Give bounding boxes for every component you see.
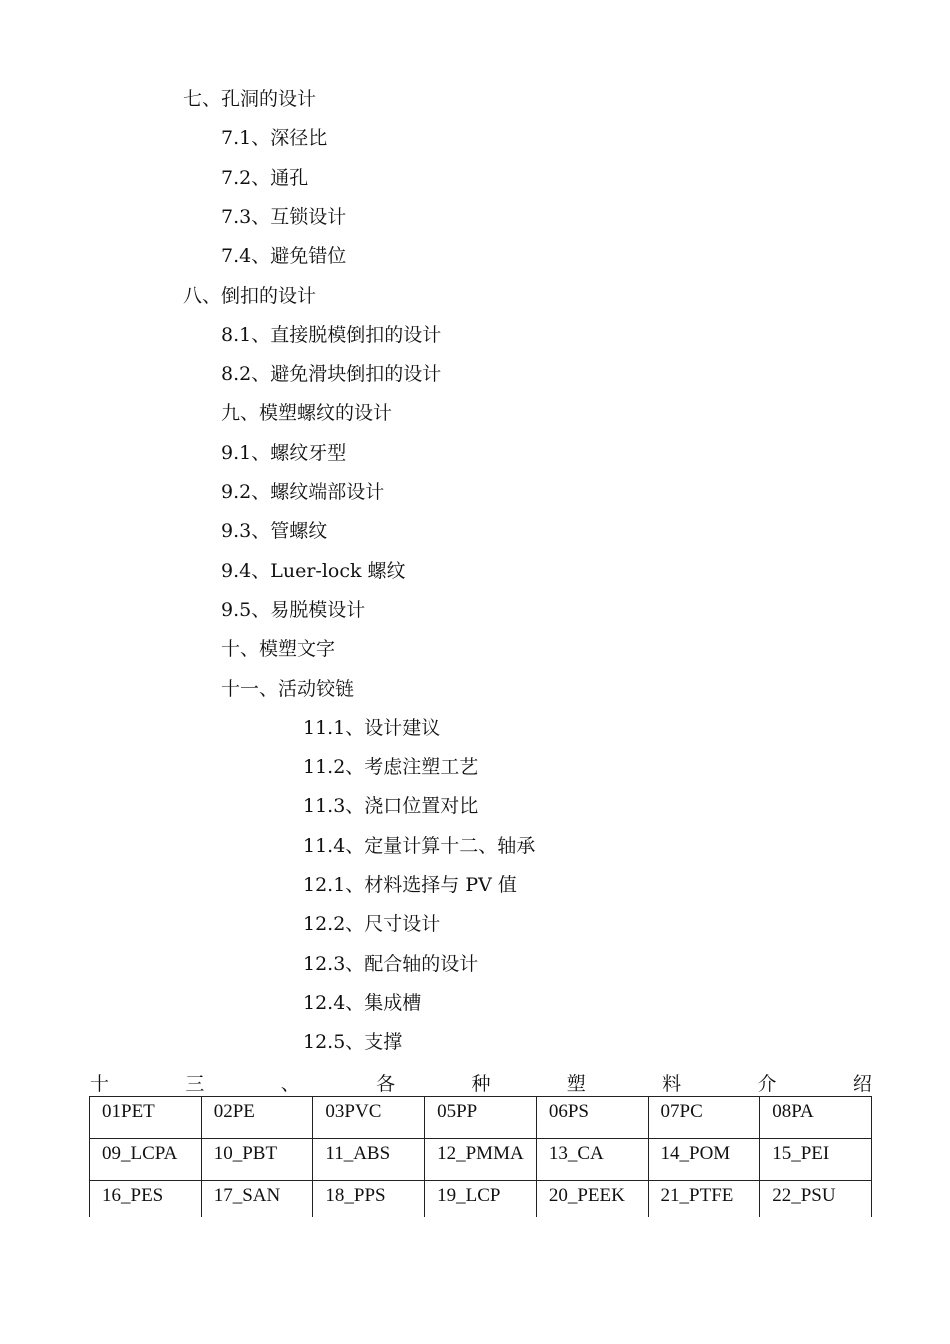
table-cell: 22_PSU <box>760 1181 872 1217</box>
toc-item-11-4: 11.4、定量计算十二、轴承 <box>303 835 536 857</box>
toc-section-11: 十一、活动铰链 <box>221 678 355 700</box>
heading-char: 、 <box>280 1073 300 1095</box>
table-cell: 01PET <box>90 1097 202 1139</box>
table-cell: 10_PBT <box>201 1139 313 1181</box>
table-cell: 13_CA <box>536 1139 648 1181</box>
table-cell: 08PA <box>760 1097 872 1139</box>
heading-char: 介 <box>757 1073 777 1095</box>
table-cell: 14_POM <box>648 1139 760 1181</box>
table-row <box>90 1181 872 1217</box>
toc-section-10: 十、模塑文字 <box>221 638 336 660</box>
table-cell: 03PVC <box>313 1097 425 1139</box>
heading-char: 各 <box>376 1073 396 1095</box>
heading-char: 种 <box>471 1073 491 1095</box>
table-cell: 21_PTFE <box>648 1181 760 1217</box>
toc-item-12-3: 12.3、配合轴的设计 <box>303 953 479 975</box>
table-cell: 07PC <box>648 1097 760 1139</box>
table-row <box>90 1097 872 1139</box>
toc-item-8-2: 8.2、避免滑块倒扣的设计 <box>221 363 442 385</box>
toc-item-8-1: 8.1、直接脱模倒扣的设计 <box>221 324 442 346</box>
table-cell: 19_LCP <box>425 1181 537 1217</box>
toc-section-8: 八、倒扣的设计 <box>183 285 317 307</box>
toc-item-9-2: 9.2、螺纹端部设计 <box>221 481 385 503</box>
table-cell: 17_SAN <box>201 1181 313 1217</box>
toc-item-11-2: 11.2、考虑注塑工艺 <box>303 756 479 778</box>
table-cell: 15_PEI <box>760 1139 872 1181</box>
table-cell: 11_ABS <box>313 1139 425 1181</box>
toc-item-12-5: 12.5、支撑 <box>303 1031 403 1053</box>
toc-item-9-3: 9.3、管螺纹 <box>221 520 328 542</box>
table-cell: 18_PPS <box>313 1181 425 1217</box>
materials-table <box>89 1096 872 1217</box>
heading-char: 十 <box>90 1073 110 1095</box>
heading-char: 绍 <box>852 1073 872 1095</box>
toc-item-11-1: 11.1、设计建议 <box>303 717 441 739</box>
table-cell: 06PS <box>536 1097 648 1139</box>
toc-item-9-4: 9.4、Luer-lock 螺纹 <box>221 560 406 582</box>
table-cell: 05PP <box>425 1097 537 1139</box>
heading-char: 塑 <box>566 1073 586 1095</box>
toc-item-9-5: 9.5、易脱模设计 <box>221 599 366 621</box>
table-cell: 02PE <box>201 1097 313 1139</box>
toc-section-9: 九、模塑螺纹的设计 <box>221 402 393 424</box>
table-cell: 09_LCPA <box>90 1139 202 1181</box>
toc-item-12-2: 12.2、尺寸设计 <box>303 913 441 935</box>
toc-item-7-2: 7.2、通孔 <box>221 167 309 189</box>
toc-item-12-4: 12.4、集成槽 <box>303 992 422 1014</box>
toc-item-7-1: 7.1、深径比 <box>221 127 328 149</box>
table-row <box>90 1139 872 1181</box>
section-13-heading <box>90 1072 872 1096</box>
heading-char: 三 <box>185 1073 205 1095</box>
toc-item-7-4: 7.4、避免错位 <box>221 245 347 267</box>
table-cell: 20_PEEK <box>536 1181 648 1217</box>
toc-item-9-1: 9.1、螺纹牙型 <box>221 442 347 464</box>
toc-item-7-3: 7.3、互锁设计 <box>221 206 347 228</box>
toc-item-12-1: 12.1、材料选择与 PV 值 <box>303 874 517 896</box>
heading-char: 料 <box>662 1073 682 1095</box>
toc-item-11-3: 11.3、浇口位置对比 <box>303 795 479 817</box>
toc-section-7: 七、孔洞的设计 <box>183 88 317 110</box>
table-cell: 12_PMMA <box>425 1139 537 1181</box>
table-cell: 16_PES <box>90 1181 202 1217</box>
